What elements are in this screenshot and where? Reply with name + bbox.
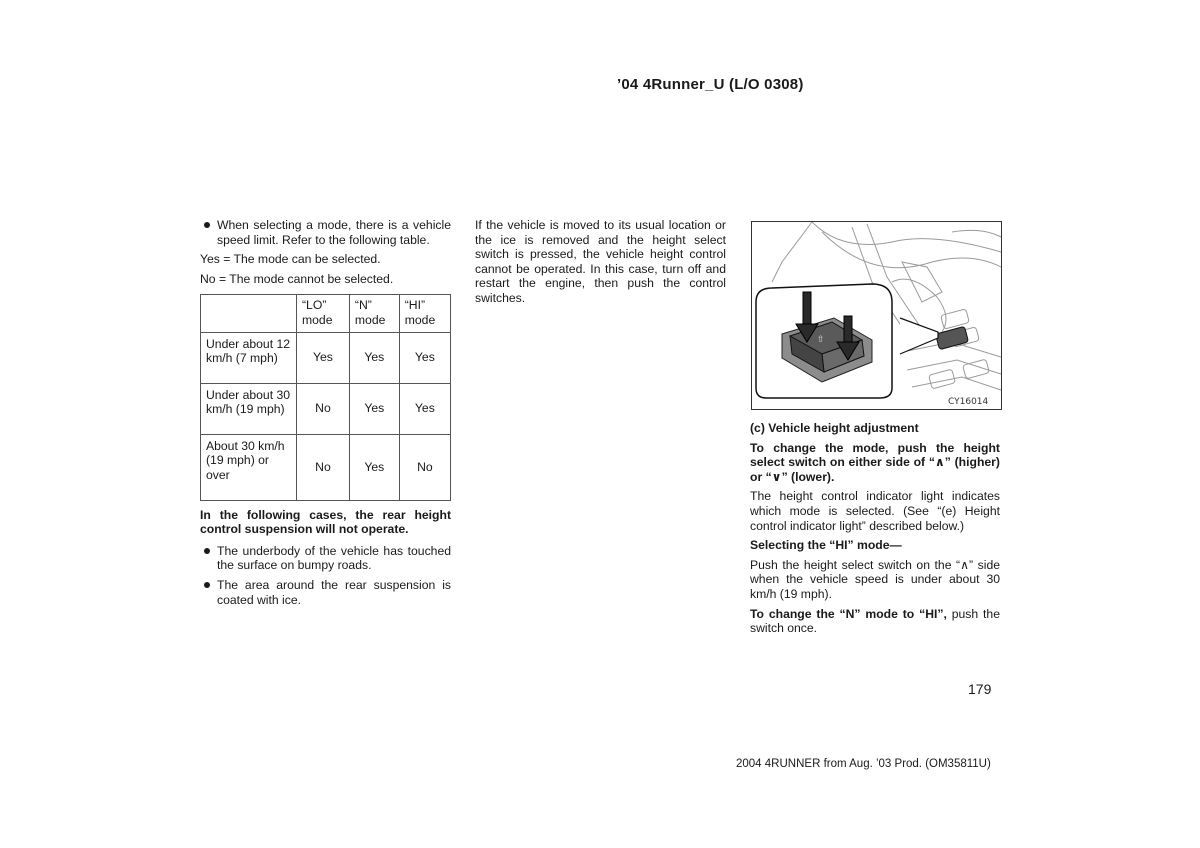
cell-hi: Yes — [399, 383, 450, 434]
height-switch-illustration — [751, 221, 1002, 410]
table-header-hi: “HI” mode — [399, 295, 450, 332]
table-header-n: “N” mode — [349, 295, 399, 332]
cell-n: Yes — [349, 332, 399, 383]
warning-heading: In the following cases, the rear height control suspension will not operate. — [200, 507, 451, 537]
cell-hi: Yes — [399, 332, 450, 383]
table-header-blank — [201, 295, 297, 332]
bullet-speed-limit: When selecting a mode, there is a vehicle speed limit. Refer to the following table. — [200, 218, 451, 247]
indicator-paragraph: The height control indicator light indicates which mode is selected. (See “(e) Height control indicator light” described below.) — [750, 489, 1000, 533]
page-footer: 2004 4RUNNER from Aug. ’03 Prod. (OM35811U) — [736, 758, 991, 770]
page-number: 179 — [968, 681, 992, 697]
right-column — [750, 421, 1000, 641]
row-label: Under about 30 km/h (19 mph) — [201, 383, 297, 434]
hi-mode-heading: Selecting the “HI” mode— — [750, 538, 902, 553]
n-to-hi-paragraph — [750, 607, 1000, 636]
left-column — [200, 218, 451, 612]
speed-mode-table — [200, 294, 451, 500]
cell-hi: No — [399, 434, 450, 500]
figure-code: CY16014 — [948, 397, 989, 407]
page-header: ’04 4Runner_U (L/O 0308) — [617, 76, 804, 93]
middle-paragraph: If the vehicle is moved to its usual location or the ice is removed and the height select switch is pressed, the vehicle height control cannot be operated. In this case, turn off and restart the engine, then push the control switches. — [475, 218, 726, 305]
cell-lo: Yes — [297, 332, 350, 383]
table-row — [201, 383, 451, 434]
cell-n: Yes — [349, 383, 399, 434]
cell-lo: No — [297, 383, 350, 434]
row-label: About 30 km/h (19 mph) or over — [201, 434, 297, 500]
table-row — [201, 434, 451, 500]
section-heading: (c) Vehicle height adjustment — [750, 421, 919, 435]
change-mode-instruction: To change the mode, push the height select switch on either side of “∧” (higher) or “∨” (lower). — [750, 440, 1000, 484]
table-header-row — [201, 295, 451, 332]
definition-yes: Yes = The mode can be selected. — [200, 252, 381, 267]
table-row — [201, 332, 451, 383]
hi-mode-paragraph: Push the height select switch on the “∧” side when the vehicle speed is under about 30 km/h (19 mph). — [750, 557, 1000, 601]
n-to-hi-rest: push the switch once. — [750, 606, 1000, 636]
definition-no: No = The mode cannot be selected. — [200, 271, 394, 286]
n-to-hi-bold: To change the “N” mode to “HI”, — [750, 606, 947, 621]
bullet-bumpy-roads: The underbody of the vehicle has touched the surface on bumpy roads. — [200, 544, 451, 573]
bullet-ice: The area around the rear suspension is coated with ice. — [200, 578, 451, 607]
cell-lo: No — [297, 434, 350, 500]
table-header-lo: “LO” mode — [297, 295, 350, 332]
row-label: Under about 12 km/h (7 mph) — [201, 332, 297, 383]
cell-n: Yes — [349, 434, 399, 500]
middle-column — [475, 218, 726, 311]
svg-text:⇧: ⇧ — [817, 335, 825, 345]
